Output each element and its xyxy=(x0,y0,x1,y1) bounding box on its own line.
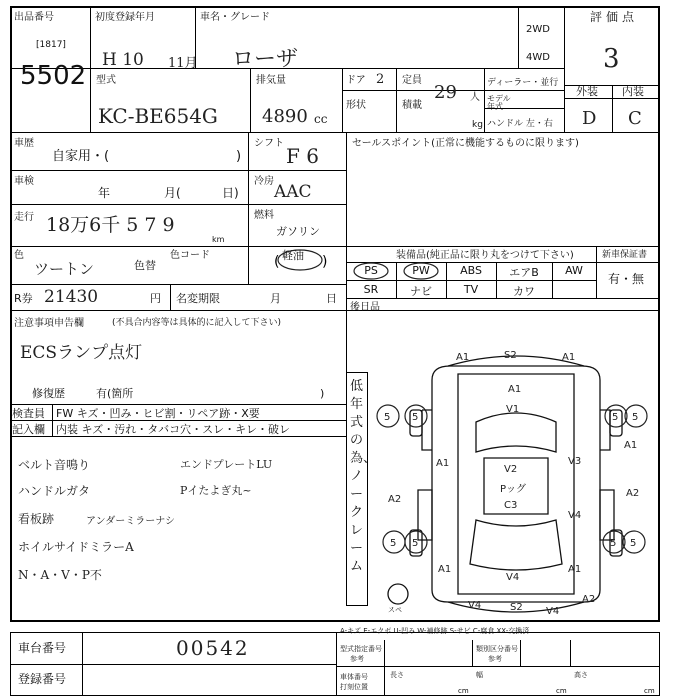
exterior-value: D xyxy=(582,108,597,129)
length-unit: cm xyxy=(458,687,469,695)
model-label: 型式 xyxy=(96,75,116,86)
fuel-diesel: 軽油 xyxy=(282,249,304,262)
equip-ps: PS xyxy=(364,264,378,277)
mark-7: V2 xyxy=(504,464,518,475)
mark-20: A2 xyxy=(582,594,596,605)
doors-label: ドア xyxy=(346,75,366,86)
no-claim-note: 低年式の為、ノークレーム xyxy=(350,379,377,574)
mark-23: 5 xyxy=(384,412,391,423)
new-warranty-value: 有・無 xyxy=(608,272,645,286)
color-code-label: 色コード xyxy=(170,250,210,261)
equip-pw: PW xyxy=(412,264,430,277)
fw-row: FW キズ・凹み・ヒビ割・リペア跡・X要 xyxy=(56,407,260,420)
notes-sub: (不具合内容等は具体的に記入して下さい) xyxy=(112,318,282,328)
name-grade-value: ローザ xyxy=(232,47,299,72)
repair-close: ) xyxy=(320,387,325,400)
first-reg-label: 初度登録年月 xyxy=(95,12,155,23)
notes-value: ECSランプ点灯 xyxy=(20,343,143,363)
r-unit: 円 xyxy=(150,292,161,305)
height-unit: cm xyxy=(644,687,655,695)
mark-21: V4 xyxy=(546,606,560,617)
svg-text:(: ( xyxy=(274,254,280,270)
bracket-label: 打刻位置 xyxy=(340,683,368,691)
mileage-value: 18万6千 5 7 9 xyxy=(46,214,175,236)
inspection-label: 車検 xyxy=(14,176,34,187)
color-change: 色替 xyxy=(134,259,156,272)
equip-navi: ナビ xyxy=(410,285,432,298)
mark-9: C3 xyxy=(504,500,518,511)
mark-12: V4 xyxy=(568,510,582,521)
equip-tv: TV xyxy=(463,283,479,296)
type-ref: 参考 xyxy=(350,655,364,663)
repair-value: 有(箇所 xyxy=(96,387,134,400)
fuel-circle xyxy=(266,240,336,280)
remark-left-2: ハンドルガタ xyxy=(18,484,91,498)
first-reg-month: 11月 xyxy=(168,56,198,71)
remark-right-1: エンドプレートLU xyxy=(180,458,273,471)
mark-30: スペ xyxy=(388,606,402,614)
mark-6: A1 xyxy=(436,458,450,469)
equip-airbag: エアB xyxy=(509,266,539,279)
mark-27: 5 xyxy=(390,538,397,549)
remark-left-5: N・A・V・P不 xyxy=(18,568,102,582)
model-value: KC-BE654G xyxy=(98,104,218,128)
remark-left-4: ホイルサイドミラーA xyxy=(18,540,134,554)
mark-4: A1 xyxy=(508,384,522,395)
load-label: 積載 xyxy=(402,100,422,111)
svg-text:): ) xyxy=(322,254,328,270)
color-label: 色 xyxy=(14,250,24,261)
class-number-label: 類別区分番号 xyxy=(476,645,518,653)
mark-14: A2 xyxy=(626,488,640,499)
inspection-day: 日) xyxy=(222,186,239,200)
sales-label: セールスポイント(正常に機能するものに限ります) xyxy=(352,138,579,149)
equip-abs: ABS xyxy=(460,264,482,277)
mark-2: S2 xyxy=(504,350,517,361)
fuel-gasoline: ガソリン xyxy=(276,225,320,238)
r-label: R券 xyxy=(14,292,33,305)
equip-sr: SR xyxy=(363,283,379,296)
mileage-unit: km xyxy=(212,235,225,244)
handle-label: ハンドル 左・右 xyxy=(487,119,553,129)
type-number-label: 型式指定番号 xyxy=(340,645,382,653)
history-label: 車歴 xyxy=(14,138,34,149)
history-close: ) xyxy=(236,149,242,164)
inspection-month: 月( xyxy=(164,186,181,200)
mark-29: 5 xyxy=(630,538,637,549)
capacity-label: 定員 xyxy=(402,75,422,86)
interior-label: 内装 xyxy=(622,85,644,98)
mark-3: A1 xyxy=(562,352,576,363)
score-value: 3 xyxy=(603,44,620,74)
equip-leather: カワ xyxy=(513,285,535,298)
doors-value: 2 xyxy=(376,72,385,87)
mark-11: A1 xyxy=(624,440,638,451)
mark-8: Pッグ xyxy=(500,484,527,495)
chassis-value: 00542 xyxy=(176,636,250,660)
interior-value: C xyxy=(628,108,642,129)
mark-1: A1 xyxy=(456,352,470,363)
displacement-unit: cc xyxy=(314,112,328,126)
new-warranty-label: 新車保証書 xyxy=(602,250,648,260)
mark-26: 5 xyxy=(412,538,419,549)
vehicle-diagram xyxy=(372,340,660,620)
mark-15: A1 xyxy=(438,564,452,575)
inspector-label: 検査員 xyxy=(12,407,45,420)
interior-row: 内装 キズ・汚れ・タバコ穴・スレ・キレ・破レ xyxy=(56,423,291,436)
ac-label: 冷房 xyxy=(254,176,274,187)
mileage-label: 走行 xyxy=(14,212,34,223)
name-change-label: 名変期限 xyxy=(176,292,220,305)
shift-label: シフト xyxy=(254,138,284,149)
mark-24: 5 xyxy=(612,412,619,423)
notes-label: 注意事項申告欄 xyxy=(14,318,84,329)
equip-aw: AW xyxy=(565,264,583,277)
drive-4wd: 4WD xyxy=(526,52,550,63)
displacement-label: 排気量 xyxy=(256,75,286,86)
exterior-label: 外装 xyxy=(576,85,598,98)
remark-right-3: アンダーミラーナシ xyxy=(86,516,175,527)
mark-28: 5 xyxy=(610,538,617,549)
mark-22: 5 xyxy=(412,412,419,423)
dealer-label: ディーラー・並行 xyxy=(487,78,559,88)
score-label: 評価点 xyxy=(590,10,639,24)
chassis-mark-label: 車体番号 xyxy=(340,673,368,681)
mark-19: S2 xyxy=(510,602,523,613)
drive-2wd: 2WD xyxy=(526,24,550,35)
name-change-month: 月 xyxy=(270,292,281,305)
length-label: 長さ xyxy=(390,671,404,679)
mark-5: V1 xyxy=(506,404,520,415)
inspection-year: 年 xyxy=(98,186,111,200)
chassis-label: 車台番号 xyxy=(18,641,67,655)
width-label: 幅 xyxy=(476,671,483,679)
first-reg-value: H 10 xyxy=(102,50,144,70)
lot-number: 5502 xyxy=(20,61,87,91)
mark-16: V4 xyxy=(506,572,520,583)
shift-value: F 6 xyxy=(286,144,319,168)
shape-label: 形状 xyxy=(346,100,366,111)
ac-value: AAC xyxy=(274,182,312,202)
capacity-unit: 人 xyxy=(470,92,480,103)
equip-circles xyxy=(346,262,456,298)
color-value: ツートン xyxy=(34,260,95,278)
displacement-value: 4890 xyxy=(262,106,308,127)
capacity-value: 29 xyxy=(434,82,457,103)
height-label: 高さ xyxy=(574,671,588,679)
r-value: 21430 xyxy=(44,287,99,307)
width-unit: cm xyxy=(556,687,567,695)
later-label: 後日品 xyxy=(350,302,380,313)
mark-13: A2 xyxy=(388,494,402,505)
mark-10: V3 xyxy=(568,456,582,467)
history-value: 自家用・( xyxy=(52,149,110,164)
equip-label: 装備品(純正品に限り丸をつけて下さい) xyxy=(396,250,574,261)
mark-18: V4 xyxy=(468,600,482,611)
model-year-label: モデル年式 xyxy=(487,94,511,111)
mark-25: 5 xyxy=(632,412,639,423)
remark-left-3: 看板跡 xyxy=(18,512,55,526)
fuel-label: 燃料 xyxy=(254,210,274,221)
damage-legend: A-キズ E-エクボ U-凹み W-補修跡 S-サビ C-腐食 XX-交換済 xyxy=(340,627,530,635)
mark-17: A1 xyxy=(568,564,582,575)
remark-left-1: ベルト音鳴り xyxy=(18,458,91,472)
name-change-day: 日 xyxy=(326,292,337,305)
class-ref: 参考 xyxy=(488,655,502,663)
load-unit: kg xyxy=(472,120,483,130)
lot-small: [1817] xyxy=(36,40,66,50)
registration-label: 登録番号 xyxy=(18,672,67,686)
entry-label: 記入欄 xyxy=(12,423,45,436)
repair-label: 修復歴 xyxy=(32,387,65,400)
lot-label: 出品番号 xyxy=(14,12,54,23)
name-grade-label: 車名・グレード xyxy=(200,12,270,23)
remark-right-2: Pイたよぎ丸~ xyxy=(180,484,252,497)
